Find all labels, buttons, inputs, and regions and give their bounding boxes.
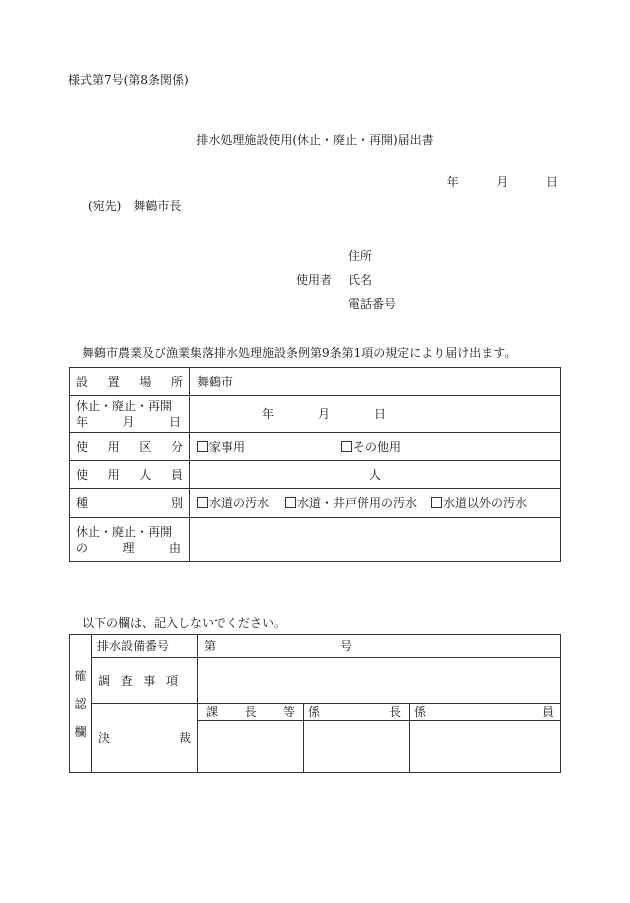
form-number: 様式第7号(第8条関係) [68,73,189,87]
survey-value [198,658,561,704]
submission-date [447,176,558,188]
survey-row [70,658,561,704]
applicant-label: 使用者 [296,273,333,287]
applicant-phone-label: 電話番号 [348,297,397,311]
kind-row [70,489,561,518]
kind-combined-option[interactable]: 水道・井戸併用の汚水 [285,497,417,509]
users-label: 使 用 人 員 [70,461,190,489]
date-row-value[interactable]: 年 月 日 [190,396,561,433]
date-month-label: 月 [496,175,509,189]
office-use-table [69,634,561,773]
location-value[interactable]: 舞鶴市 [190,368,561,396]
unit-chief-stamp [304,721,410,773]
date-row-label: 休止・廃止・再開 年 月 日 [70,396,190,433]
checkbox-icon[interactable] [197,497,208,508]
reason-row [70,518,561,562]
usage-class-label: 使 用 区 分 [70,433,190,461]
staff-stamp [410,721,561,773]
usage-household-option[interactable]: 家事用 [197,441,245,453]
reason-label: 休止・廃止・再開 の 理 由 [70,518,190,562]
section-chief-stamp [198,721,304,773]
kind-options [190,489,561,518]
addressee [88,200,181,212]
unit-chief-header: 係 長 [304,704,410,721]
drain-number-value: 第 号 [198,635,561,658]
kind-nonwater-option[interactable]: 水道以外の汚水 [431,497,527,509]
date-day-label: 日 [545,175,558,189]
usage-class-options [190,433,561,461]
date-row [70,396,561,433]
checkbox-icon[interactable] [341,441,352,452]
section-chief-header: 課 長 等 [198,704,304,721]
office-use-note: 以下の欄は、記入しないでください。 [82,616,287,630]
addressee-name: 舞鶴市長 [133,199,182,213]
document-title: 排水処理施設使用(休止・廃止・再開)届出書 [196,133,434,147]
usage-other-option[interactable]: その他用 [341,441,401,453]
survey-label: 調 査 事 項 [92,658,198,704]
users-row [70,461,561,489]
notification-form-table [69,367,561,562]
checkbox-icon[interactable] [285,497,296,508]
drain-number-row [70,635,561,658]
staff-header: 係 員 [410,704,561,721]
reason-value[interactable] [190,518,561,562]
date-year-label: 年 [446,175,459,189]
location-label: 設 置 場 所 [70,368,190,396]
checkbox-icon[interactable] [197,441,208,452]
usage-class-row [70,433,561,461]
statement-text: 舞鶴市農業及び漁業集落排水処理施設条例第9条第1項の規定により届け出ます。 [82,346,517,360]
applicant-name-label: 氏名 [348,273,373,287]
users-value[interactable]: 人 [190,461,561,489]
checkbox-icon[interactable] [431,497,442,508]
applicant-address-label: 住所 [348,249,373,263]
approver-header-row [70,704,561,721]
location-row [70,368,561,396]
confirmation-column: 確 認 欄 [70,635,92,773]
decision-label: 決 裁 [92,704,198,773]
kind-label: 種 別 [70,489,190,518]
addressee-prefix: (宛先) [88,199,122,213]
drain-number-label: 排水設備番号 [92,635,198,658]
kind-water-option[interactable]: 水道の汚水 [197,497,269,509]
